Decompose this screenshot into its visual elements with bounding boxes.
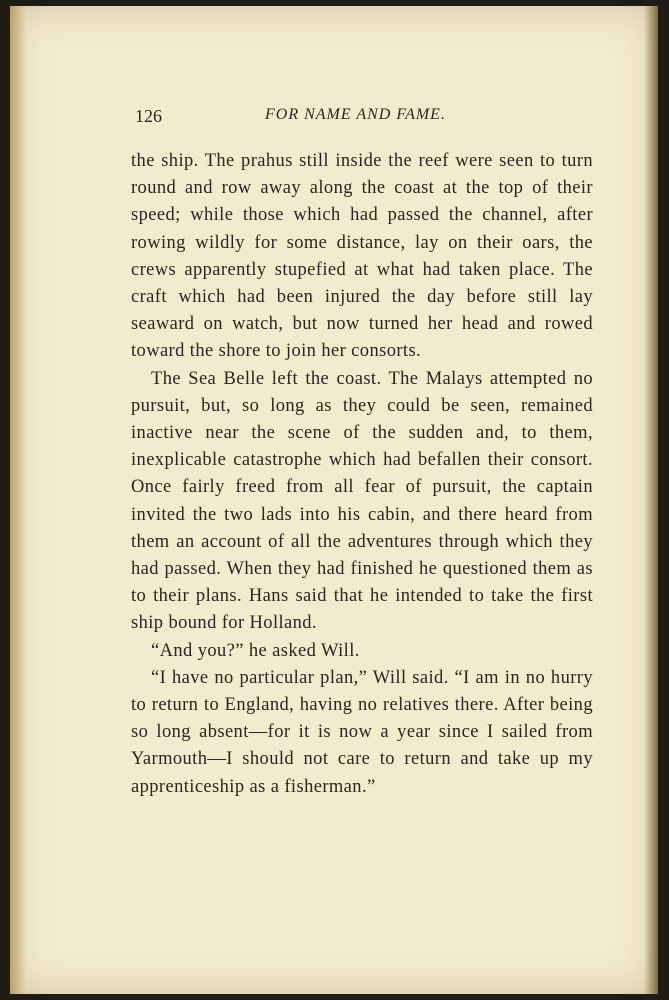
paragraph: the ship. The prahus still inside the reef were seen to turn round and row away along the coast at the top of their speed; while those which had passed the channel, after rowing wildly for some distance, lay on their oars, the crews apparently stupefied at what had taken place. The craft which had been injured the day before still lay seaward on watch, but now turned her head and rowed toward the shore to join her consorts. [131,151,593,362]
page-header [135,106,595,128]
page-number: 126 [135,106,162,126]
body-text [131,148,593,801]
paragraph: The Sea Belle left the coast. The Malays attempted no pursuit, but, so long as they could be seen, remained inactive near the scene of the sudden and, to them, inexplicable catastrophe which had befallen their consort. Once fairly freed from all fear of pursuit, the captain invited the two lads into his cabin, and there heard from them an account of all the adventures through which they had passed. When they had finished he questioned them as to their plans. Hans said that he intended to take the first ship bound for Holland. [131,368,593,634]
running-title: FOR NAME AND FAME. [265,106,446,123]
book-page [10,6,658,994]
paragraph: “I have no particular plan,” Will said. “I am in no hurry to return to England, having no relatives there. After being so long absent—for it is now a year since I sailed from Yarmouth—I should not care to return and take up my apprenticeship as a fisherman.” [131,667,593,797]
paragraph: “And you?” he asked Will. [151,640,360,661]
